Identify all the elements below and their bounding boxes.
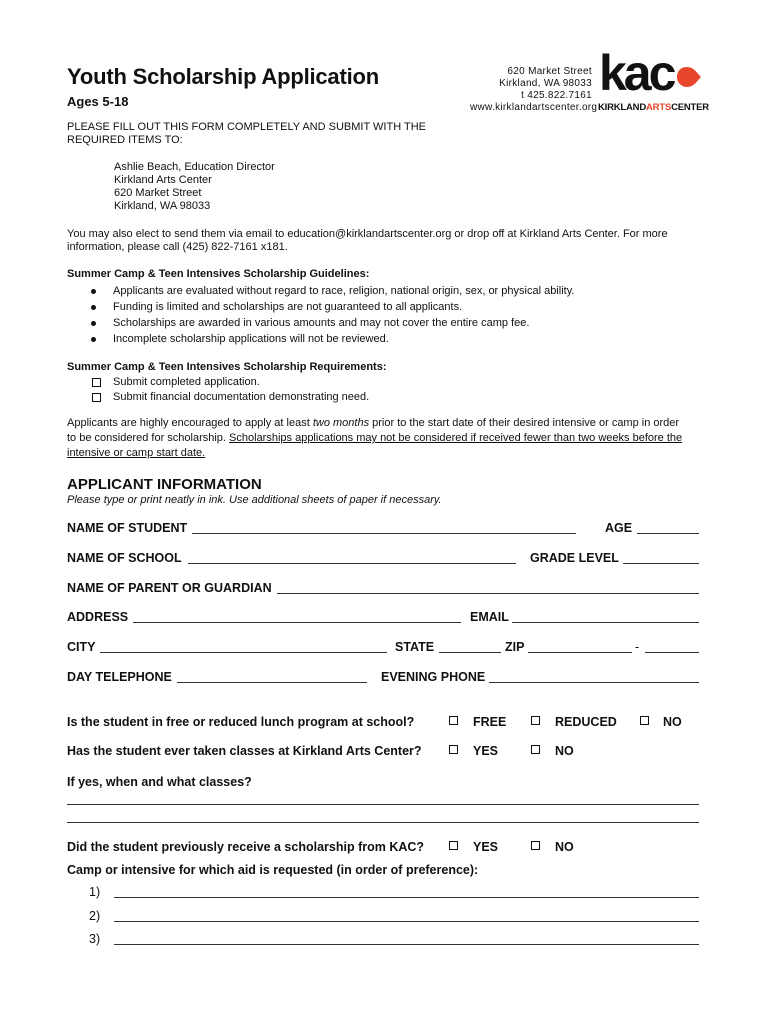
- email-instructions-1: You may also elect to send them via email to education@kirklandartscenter.org or drop off at Kirkland Arts Center. For more: [67, 228, 668, 240]
- kac-address: [470, 66, 598, 114]
- logo-caption-arts: ARTS: [646, 102, 672, 113]
- bullet-icon: [91, 305, 96, 310]
- preference-1-field[interactable]: [114, 897, 699, 898]
- which-classes-label: If yes, when and what classes?: [67, 775, 252, 789]
- mail-to-line: 620 Market Street: [114, 187, 202, 199]
- notice-warning: Scholarships applications may not be considered if received fewer than two weeks before the: [229, 432, 683, 444]
- day-phone-field[interactable]: [177, 682, 367, 683]
- address-line: 620 Market Street: [507, 66, 592, 77]
- prev-no-label: NO: [555, 840, 574, 854]
- which-classes-field[interactable]: [67, 822, 699, 823]
- requirement-checkbox[interactable]: [92, 393, 101, 402]
- guideline-item: Incomplete scholarship applications will not be reviewed.: [113, 333, 389, 345]
- preference-number: 3): [89, 932, 101, 946]
- address-line: www.kirklandartscenter.org: [470, 102, 598, 113]
- mail-to-line: Kirkland Arts Center: [114, 174, 212, 186]
- preference-3-field[interactable]: [114, 944, 699, 945]
- which-classes-field[interactable]: [67, 804, 699, 805]
- student-name-field[interactable]: [192, 533, 576, 534]
- school-name-field[interactable]: [188, 563, 516, 564]
- classes-yes-label: YES: [473, 744, 499, 758]
- preference-number: 1): [89, 885, 101, 899]
- applicant-subtitle: Please type or print neatly in ink. Use additional sheets of paper if necessary.: [67, 494, 442, 506]
- notice-line-2: [67, 432, 682, 445]
- state-field[interactable]: [439, 652, 501, 653]
- day-phone-label: DAY TELEPHONE: [67, 670, 172, 684]
- intro-line-2: REQUIRED ITEMS TO:: [67, 134, 183, 146]
- notice-line-3: intensive or camp start date.: [67, 447, 206, 459]
- address-line: t 425.822.7161: [521, 90, 592, 101]
- prev-no-checkbox[interactable]: [531, 841, 540, 850]
- lunch-no-checkbox[interactable]: [640, 716, 649, 725]
- lunch-no-label: NO: [663, 715, 682, 729]
- age-label: AGE: [605, 521, 633, 535]
- lunch-free-checkbox[interactable]: [449, 716, 458, 725]
- logo-caption-kirkland: KIRKLAND: [598, 102, 647, 113]
- parent-label: NAME OF PARENT OR GUARDIAN: [67, 581, 272, 595]
- preference-number: 2): [89, 909, 101, 923]
- notice-text: prior to the start date of their desired intensive or camp in order: [369, 417, 680, 429]
- city-field[interactable]: [100, 652, 387, 653]
- address-label: ADDRESS: [67, 610, 129, 624]
- age-field[interactable]: [637, 533, 699, 534]
- zip4-field[interactable]: [645, 652, 699, 653]
- evening-phone-label: EVENING PHONE: [381, 670, 486, 684]
- logo-caption-center: CENTER: [671, 102, 709, 113]
- email-instructions-2: information, please call (425) 822-7161 x181.: [67, 241, 288, 253]
- zip-field[interactable]: [528, 652, 632, 653]
- evening-phone-field[interactable]: [489, 682, 699, 683]
- guidelines-heading: Summer Camp & Teen Intensives Scholarship Guidelines:: [67, 268, 370, 280]
- logo-wordmark: kac: [599, 45, 674, 101]
- lunch-free-label: FREE: [473, 715, 507, 729]
- requirement-item: Submit completed application.: [113, 376, 260, 388]
- grade-level-field[interactable]: [623, 563, 699, 564]
- requirement-checkbox[interactable]: [92, 378, 101, 387]
- classes-no-checkbox[interactable]: [531, 745, 540, 754]
- bullet-icon: [91, 337, 96, 342]
- parent-field[interactable]: [277, 593, 699, 594]
- applicant-heading: APPLICANT INFORMATION: [67, 476, 262, 493]
- email-label: EMAIL: [470, 610, 509, 624]
- page-title: Youth Scholarship Application: [67, 64, 379, 89]
- notice-text: to be considered for scholarship.: [67, 432, 230, 444]
- classes-yes-checkbox[interactable]: [449, 745, 458, 754]
- lunch-reduced-checkbox[interactable]: [531, 716, 540, 725]
- address-field[interactable]: [133, 622, 461, 623]
- camp-preference-label: Camp or intensive for which aid is requested (in order of preference):: [67, 863, 479, 877]
- mail-to-line: Kirkland, WA 98033: [114, 200, 211, 212]
- mail-to-line: Ashlie Beach, Education Director: [114, 161, 275, 173]
- requirements-heading: Summer Camp & Teen Intensives Scholarship Requirements:: [67, 361, 387, 373]
- student-name-label: NAME OF STUDENT: [67, 521, 188, 535]
- school-name-label: NAME OF SCHOOL: [67, 551, 182, 565]
- zip-label: ZIP: [505, 640, 525, 654]
- city-label: CITY: [67, 640, 96, 654]
- notice-text: Applicants are highly encouraged to apply at least: [67, 417, 313, 429]
- intro-line-1: PLEASE FILL OUT THIS FORM COMPLETELY AND SUBMIT WITH THE: [67, 121, 426, 133]
- bullet-icon: [91, 289, 96, 294]
- lunch-question: Is the student in free or reduced lunch program at school?: [67, 715, 415, 729]
- bullet-icon: [91, 321, 96, 326]
- guideline-item: Scholarships are awarded in various amounts and may not cover the entire camp fee.: [113, 317, 530, 329]
- logo-drop-icon: [676, 66, 702, 88]
- notice-emphasis: two months: [312, 417, 370, 429]
- guideline-item: Funding is limited and scholarships are not guaranteed to all applicants.: [113, 301, 463, 313]
- classes-no-label: NO: [555, 744, 574, 758]
- lunch-reduced-label: REDUCED: [555, 715, 617, 729]
- zip-dash: -: [635, 640, 640, 654]
- classes-question: Has the student ever taken classes at Kirkland Arts Center?: [67, 744, 422, 758]
- prev-yes-label: YES: [473, 840, 499, 854]
- grade-level-label: GRADE LEVEL: [530, 551, 619, 565]
- requirement-item: Submit financial documentation demonstrating need.: [113, 391, 370, 403]
- ages-subtitle: Ages 5-18: [67, 94, 129, 109]
- address-line: Kirkland, WA 98033: [499, 78, 592, 89]
- prev-scholarship-question: Did the student previously receive a scholarship from KAC?: [67, 840, 425, 854]
- guideline-item: Applicants are evaluated without regard to race, religion, national origin, sex, or physical ability.: [113, 285, 575, 297]
- preference-2-field[interactable]: [114, 921, 699, 922]
- notice-line-1: [67, 417, 679, 430]
- prev-yes-checkbox[interactable]: [449, 841, 458, 850]
- logo-caption: [598, 102, 709, 113]
- email-field[interactable]: [512, 622, 699, 623]
- state-label: STATE: [395, 640, 435, 654]
